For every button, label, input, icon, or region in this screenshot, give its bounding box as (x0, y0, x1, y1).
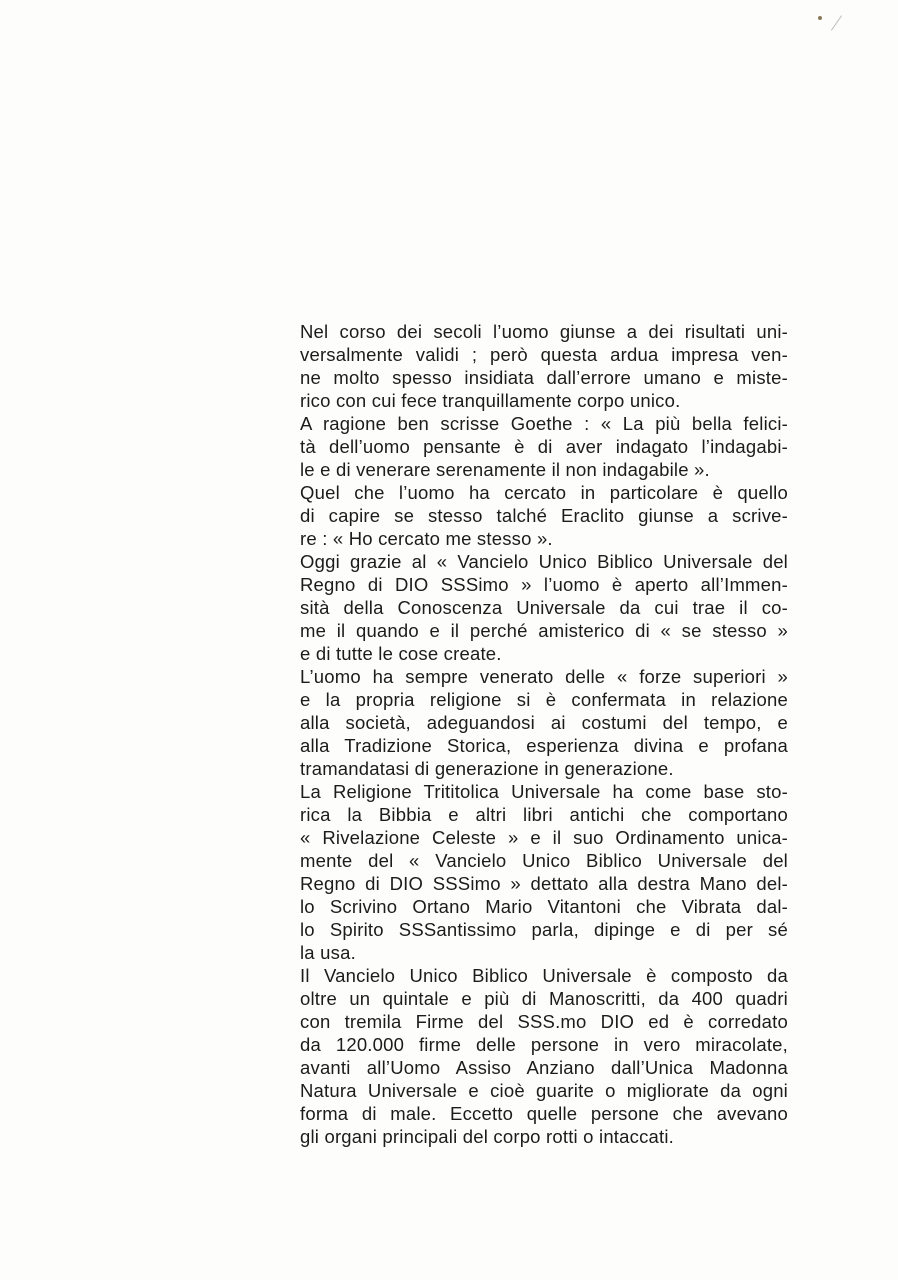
text-line: forma di male. Eccetto quelle persone che avevano (300, 1103, 788, 1124)
text-line: L’uomo ha sempre venerato delle « forze superiori » (300, 666, 788, 687)
text-line: re : « Ho cercato me stesso ». (300, 528, 553, 549)
text-line: tà dell’uomo pensante è di aver indagato l’indagabi- (300, 436, 788, 457)
paragraph (300, 665, 788, 780)
text-line: e di tutte le cose create. (300, 643, 502, 664)
text-line: tramandatasi di generazione in generazione. (300, 758, 674, 779)
paragraph (300, 550, 788, 665)
text-line: ne molto spesso insidiata dall’errore umano e miste- (300, 367, 788, 388)
text-line: mente del « Vancielo Unico Biblico Universale del (300, 850, 788, 871)
text-line: sità della Conoscenza Universale da cui trae il co- (300, 597, 788, 618)
text-line: Nel corso dei secoli l’uomo giunse a dei risultati uni- (300, 321, 788, 342)
text-line: da 120.000 firme delle persone in vero miracolate, (300, 1034, 788, 1055)
paragraph (300, 964, 788, 1148)
text-line: rico con cui fece tranquillamente corpo unico. (300, 390, 681, 411)
text-line: alla Tradizione Storica, esperienza divina e profana (300, 735, 788, 756)
text-line: di capire se stesso talché Eraclito giunse a scrive- (300, 505, 788, 526)
paragraph (300, 780, 788, 964)
paragraph (300, 481, 788, 550)
text-line: rica la Bibbia e altri libri antichi che comportano (300, 804, 788, 825)
text-line: Oggi grazie al « Vancielo Unico Biblico Universale del (300, 551, 788, 572)
text-line: A ragione ben scrisse Goethe : « La più bella felici- (300, 413, 788, 434)
text-line: Natura Universale e cioè guarite o migliorate da ogni (300, 1080, 788, 1101)
text-line: gli organi principali del corpo rotti o intaccati. (300, 1126, 675, 1147)
text-line: la usa. (300, 942, 356, 963)
paper-mark (831, 15, 842, 30)
text-line: lo Scrivino Ortano Mario Vitantoni che Vibrata dal- (300, 896, 788, 917)
text-line: con tremila Firme del SSS.mo DIO ed è corredato (300, 1011, 788, 1032)
text-line: Regno di DIO SSSimo » l’uomo è aperto all’Immen- (300, 574, 788, 595)
text-line: e la propria religione si è confermata in relazione (300, 689, 788, 710)
text-line: « Rivelazione Celeste » e il suo Ordinamento unica- (300, 827, 788, 848)
body-text (300, 320, 788, 1148)
text-line: La Religione Trititolica Universale ha come base sto- (300, 781, 788, 802)
text-line: me il quando e il perché amisterico di « se stesso » (300, 620, 788, 641)
text-line: alla società, adeguandosi ai costumi del tempo, e (300, 712, 788, 733)
text-line: Il Vancielo Unico Biblico Universale è composto da (300, 965, 788, 986)
text-line: Quel che l’uomo ha cercato in particolare è quello (300, 482, 788, 503)
paragraph (300, 320, 788, 412)
text-line: versalmente validi ; però questa ardua impresa ven- (300, 344, 788, 365)
paper-speck (818, 16, 822, 20)
text-line: Regno di DIO SSSimo » dettato alla destra Mano del- (300, 873, 788, 894)
paragraph (300, 412, 788, 481)
text-line: oltre un quintale e più di Manoscritti, da 400 quadri (300, 988, 788, 1009)
text-line: le e di venerare serenamente il non indagabile ». (300, 459, 710, 480)
text-line: lo Spirito SSSantissimo parla, dipinge e di per sé (300, 919, 788, 940)
text-line: avanti all’Uomo Assiso Anziano dall’Unica Madonna (300, 1057, 788, 1078)
